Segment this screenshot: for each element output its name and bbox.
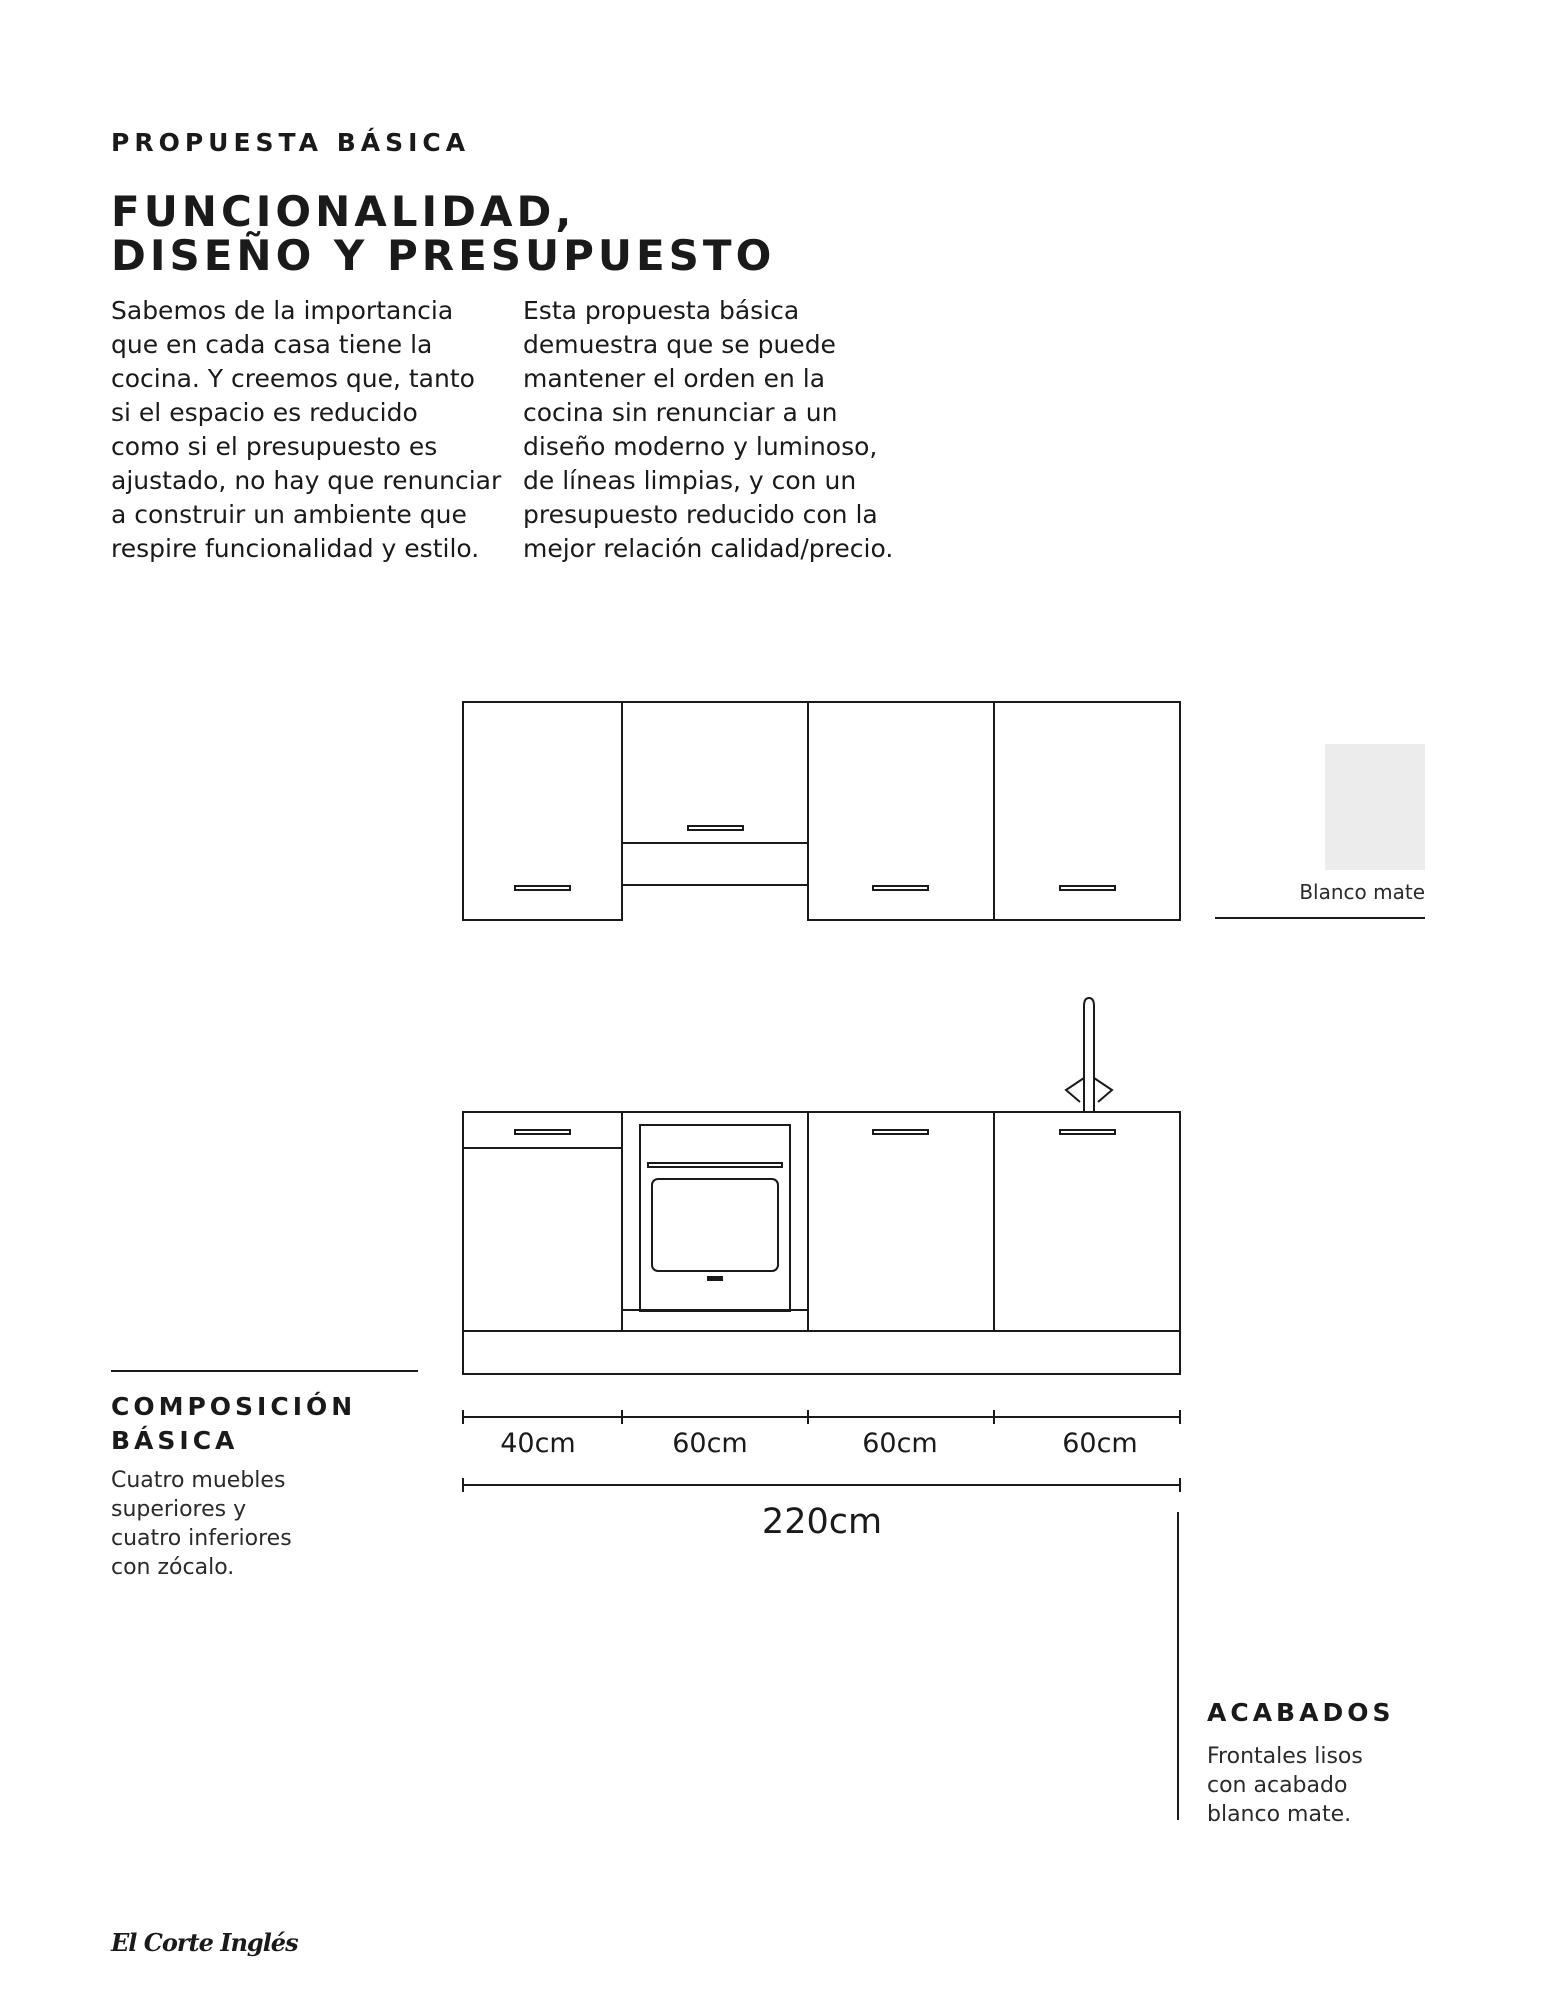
finishes-title: ACABADOS [1207,1698,1395,1727]
headline-line-2: DISEÑO Y PRESUPUESTO [111,231,776,280]
composition-text [111,1466,292,1582]
total-width-label: 220cm [761,1502,883,1542]
intro-line: mantener el orden en la [523,364,826,393]
lower-cabinets [463,1112,1180,1374]
upper-cabinet-1 [463,702,622,920]
intro-line: que en cada casa tiene la [111,330,433,359]
intro-line: respire funcionalidad y estilo. [111,534,480,563]
eyebrow-title: PROPUESTA BÁSICA [111,128,471,157]
handle [515,1130,570,1134]
composition-line: Cuatro muebles [111,1468,286,1493]
oven-frame [640,1125,790,1311]
oven-display [708,1277,722,1280]
headline-line-1: FUNCIONALIDAD, [111,187,576,236]
dimension-label: 60cm [1062,1428,1138,1459]
dimension-label: 40cm [500,1428,576,1459]
oven-handle [648,1163,782,1167]
dimension-label: 60cm [862,1428,938,1459]
finishes-line: blanco mate. [1207,1802,1352,1827]
intro-line: demuestra que se puede [523,330,836,359]
upper-cabinet-4 [994,702,1180,920]
intro-line: cocina sin renunciar a un [523,398,838,427]
swatch-label: Blanco mate [1299,880,1425,904]
dimension-label: 60cm [672,1428,748,1459]
finish-swatch [1325,744,1425,870]
handle [688,826,743,830]
handle [1060,1130,1115,1134]
intro-line: como si el presupuesto es [111,432,438,461]
intro-line: mejor relación calidad/precio. [523,534,894,563]
lower-cabinet-1 [463,1148,622,1331]
intro-line: a construir un ambiente que [111,500,467,529]
composition-line: con zócalo. [111,1555,235,1580]
composition-title-line-2: BÁSICA [111,1426,239,1455]
oven-window [652,1179,778,1271]
lower-cabinet-4 [994,1112,1180,1331]
composition-title [111,1390,356,1458]
handle [1060,886,1115,890]
intro-line: Esta propuesta básica [523,296,800,325]
intro-line: de líneas limpias, y con un [523,466,857,495]
upper-cabinet-2-hood [622,843,808,885]
lower-cabinet-3 [808,1112,994,1331]
oven-housing [622,1112,808,1331]
upper-cabinet-2-door [622,702,808,843]
upper-cabinets [463,702,1180,920]
intro-line: presupuesto reducido con la [523,500,878,529]
handle [515,886,570,890]
plinth [463,1331,1180,1374]
composition-title-line-1: COMPOSICIÓN [111,1392,357,1421]
brand-logo: El Corte Inglés [111,1928,298,1957]
composition-line: superiores y [111,1497,247,1522]
finishes-line: con acabado [1207,1773,1348,1798]
finishes-line: Frontales lisos [1207,1744,1363,1769]
handle [873,1130,928,1134]
intro-line: cocina. Y creemos que, tanto [111,364,475,393]
intro-line: diseño moderno y luminoso, [523,432,878,461]
upper-cabinet-3 [808,702,994,920]
handle [873,886,928,890]
intro-line: Sabemos de la importancia [111,296,454,325]
intro-line: si el espacio es reducido [111,398,418,427]
intro-line: ajustado, no hay que renunciar [111,466,502,495]
faucet [1066,998,1112,1112]
composition-line: cuatro inferiores [111,1526,292,1551]
finishes-text [1207,1742,1363,1829]
